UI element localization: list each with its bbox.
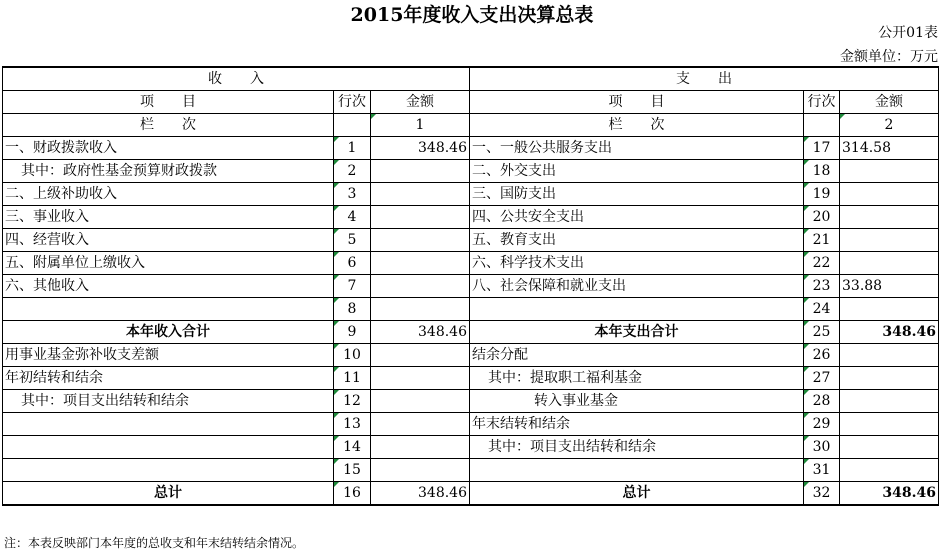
- expense-row-no-cell: 27: [804, 367, 840, 390]
- income-item-cell: 总计: [3, 482, 334, 506]
- income-amount-cell: 348.46: [371, 321, 470, 344]
- column-number-row: [3, 114, 939, 137]
- expense-amount-cell: [840, 183, 939, 206]
- expense-row-no-cell: 18: [804, 160, 840, 183]
- table-row: [3, 413, 939, 436]
- income-item-cell: [3, 298, 334, 321]
- table-row: [3, 321, 939, 344]
- table-row: [3, 206, 939, 229]
- table-row: [3, 252, 939, 275]
- income-item-cell: 年初结转和结余: [3, 367, 334, 390]
- section-header-row: [3, 67, 939, 91]
- income-amount-header: 金额: [371, 91, 470, 114]
- expense-column-number: 2: [840, 114, 939, 137]
- income-row-no-cell: 8: [334, 298, 371, 321]
- income-item-cell: 五、附属单位上缴收入: [3, 252, 334, 275]
- income-amount-cell: 348.46: [371, 482, 470, 506]
- expense-amount-cell: 314.58: [840, 137, 939, 160]
- expense-item-cell: [470, 298, 804, 321]
- expense-item-cell: 结余分配: [470, 344, 804, 367]
- table-row: [3, 229, 939, 252]
- income-amount-cell: [371, 436, 470, 459]
- expense-column-label: 栏 次: [470, 114, 804, 137]
- income-item-cell: [3, 413, 334, 436]
- income-row-no-cell: 9: [334, 321, 371, 344]
- income-column-label: 栏 次: [3, 114, 334, 137]
- income-row-no-cell: 2: [334, 160, 371, 183]
- income-amount-cell: [371, 206, 470, 229]
- income-item-cell: [3, 459, 334, 482]
- income-row-no-cell: 1: [334, 137, 371, 160]
- expense-amount-cell: [840, 298, 939, 321]
- income-amount-cell: [371, 344, 470, 367]
- expense-amount-cell: [840, 206, 939, 229]
- income-amount-cell: [371, 183, 470, 206]
- income-amount-cell: [371, 298, 470, 321]
- expense-item-cell: 一、一般公共服务支出: [470, 137, 804, 160]
- income-row-no-cell: 15: [334, 459, 371, 482]
- report-title: 2015年度收入支出决算总表: [350, 4, 594, 26]
- expense-amount-cell: [840, 160, 939, 183]
- expense-item-cell: 四、公共安全支出: [470, 206, 804, 229]
- expense-item-header: 项 目: [470, 91, 804, 114]
- income-amount-cell: [371, 459, 470, 482]
- income-amount-cell: [371, 229, 470, 252]
- income-amount-cell: [371, 390, 470, 413]
- income-amount-cell: 348.46: [371, 137, 470, 160]
- income-item-cell: 二、上级补助收入: [3, 183, 334, 206]
- footnote: 注：本表反映部门本年度的总收支和年末结转结余情况。: [4, 536, 305, 550]
- income-section-header: 收 入: [3, 67, 470, 91]
- expense-amount-cell: 33.88: [840, 275, 939, 298]
- expense-item-cell: 二、外交支出: [470, 160, 804, 183]
- budget-summary-table: [2, 66, 939, 506]
- income-column-blank: [334, 114, 371, 137]
- table-row: [3, 275, 939, 298]
- income-row-no-cell: 3: [334, 183, 371, 206]
- expense-row-no-cell: 25: [804, 321, 840, 344]
- expense-amount-cell: [840, 252, 939, 275]
- table-row: [3, 183, 939, 206]
- expense-row-no-cell: 17: [804, 137, 840, 160]
- expense-item-cell: 三、国防支出: [470, 183, 804, 206]
- income-item-cell: [3, 436, 334, 459]
- expense-row-no-cell: 30: [804, 436, 840, 459]
- expense-item-cell: 年末结转和结余: [470, 413, 804, 436]
- expense-row-no-cell: 28: [804, 390, 840, 413]
- table-row: [3, 459, 939, 482]
- income-item-cell: 六、其他收入: [3, 275, 334, 298]
- expense-item-cell: 总计: [470, 482, 804, 506]
- expense-item-cell: 八、社会保障和就业支出: [470, 275, 804, 298]
- expense-amount-cell: 348.46: [840, 482, 939, 506]
- income-column-number: 1: [371, 114, 470, 137]
- expense-row-no-cell: 26: [804, 344, 840, 367]
- income-row-no-cell: 6: [334, 252, 371, 275]
- income-amount-cell: [371, 367, 470, 390]
- expense-row-no-cell: 31: [804, 459, 840, 482]
- expense-amount-cell: [840, 229, 939, 252]
- expense-amount-cell: [840, 436, 939, 459]
- expense-row-no-cell: 29: [804, 413, 840, 436]
- income-item-cell: 本年收入合计: [3, 321, 334, 344]
- income-item-cell: 用事业基金弥补收支差额: [3, 344, 334, 367]
- income-row-no-cell: 4: [334, 206, 371, 229]
- table-row: [3, 298, 939, 321]
- expense-amount-cell: [840, 344, 939, 367]
- expense-row-no-cell: 22: [804, 252, 840, 275]
- table-row: [3, 390, 939, 413]
- income-row-no-cell: 7: [334, 275, 371, 298]
- column-header-row: [3, 91, 939, 114]
- table-row: [3, 160, 939, 183]
- expense-column-blank: [804, 114, 840, 137]
- expense-amount-cell: [840, 390, 939, 413]
- income-row-no-cell: 14: [334, 436, 371, 459]
- income-item-cell: 一、财政拨款收入: [3, 137, 334, 160]
- table-row: [3, 482, 939, 506]
- income-amount-cell: [371, 275, 470, 298]
- expense-amount-cell: [840, 413, 939, 436]
- expense-amount-cell: 348.46: [840, 321, 939, 344]
- income-amount-cell: [371, 252, 470, 275]
- income-item-header: 项 目: [3, 91, 334, 114]
- expense-row-no-cell: 32: [804, 482, 840, 506]
- expense-item-cell: 本年支出合计: [470, 321, 804, 344]
- expense-section-header: 支 出: [470, 67, 939, 91]
- expense-item-cell: 其中：提取职工福利基金: [470, 367, 804, 390]
- income-row-no-cell: 16: [334, 482, 371, 506]
- income-amount-cell: [371, 160, 470, 183]
- income-row-no-cell: 12: [334, 390, 371, 413]
- income-item-cell: 其中：政府性基金预算财政拨款: [3, 160, 334, 183]
- table-row: [3, 344, 939, 367]
- expense-item-cell: 五、教育支出: [470, 229, 804, 252]
- income-row-no-cell: 13: [334, 413, 371, 436]
- expense-amount-cell: [840, 367, 939, 390]
- expense-item-cell: 六、科学技术支出: [470, 252, 804, 275]
- expense-amount-cell: [840, 459, 939, 482]
- income-item-cell: 四、经营收入: [3, 229, 334, 252]
- income-item-cell: 其中：项目支出结转和结余: [3, 390, 334, 413]
- income-row-no-cell: 10: [334, 344, 371, 367]
- income-item-cell: 三、事业收入: [3, 206, 334, 229]
- amount-unit: 金额单位：万元: [840, 49, 938, 65]
- income-row-no-header: 行次: [334, 91, 371, 114]
- expense-row-no-cell: 20: [804, 206, 840, 229]
- table-row: [3, 367, 939, 390]
- expense-item-cell: [470, 459, 804, 482]
- income-row-no-cell: 5: [334, 229, 371, 252]
- income-amount-cell: [371, 413, 470, 436]
- form-code: 公开01表: [878, 25, 938, 41]
- expense-row-no-cell: 21: [804, 229, 840, 252]
- income-row-no-cell: 11: [334, 367, 371, 390]
- table-row: [3, 137, 939, 160]
- expense-item-cell: 转入事业基金: [470, 390, 804, 413]
- expense-row-no-cell: 23: [804, 275, 840, 298]
- expense-amount-header: 金额: [840, 91, 939, 114]
- expense-row-no-cell: 24: [804, 298, 840, 321]
- expense-row-no-header: 行次: [804, 91, 840, 114]
- expense-row-no-cell: 19: [804, 183, 840, 206]
- expense-item-cell: 其中：项目支出结转和结余: [470, 436, 804, 459]
- table-row: [3, 436, 939, 459]
